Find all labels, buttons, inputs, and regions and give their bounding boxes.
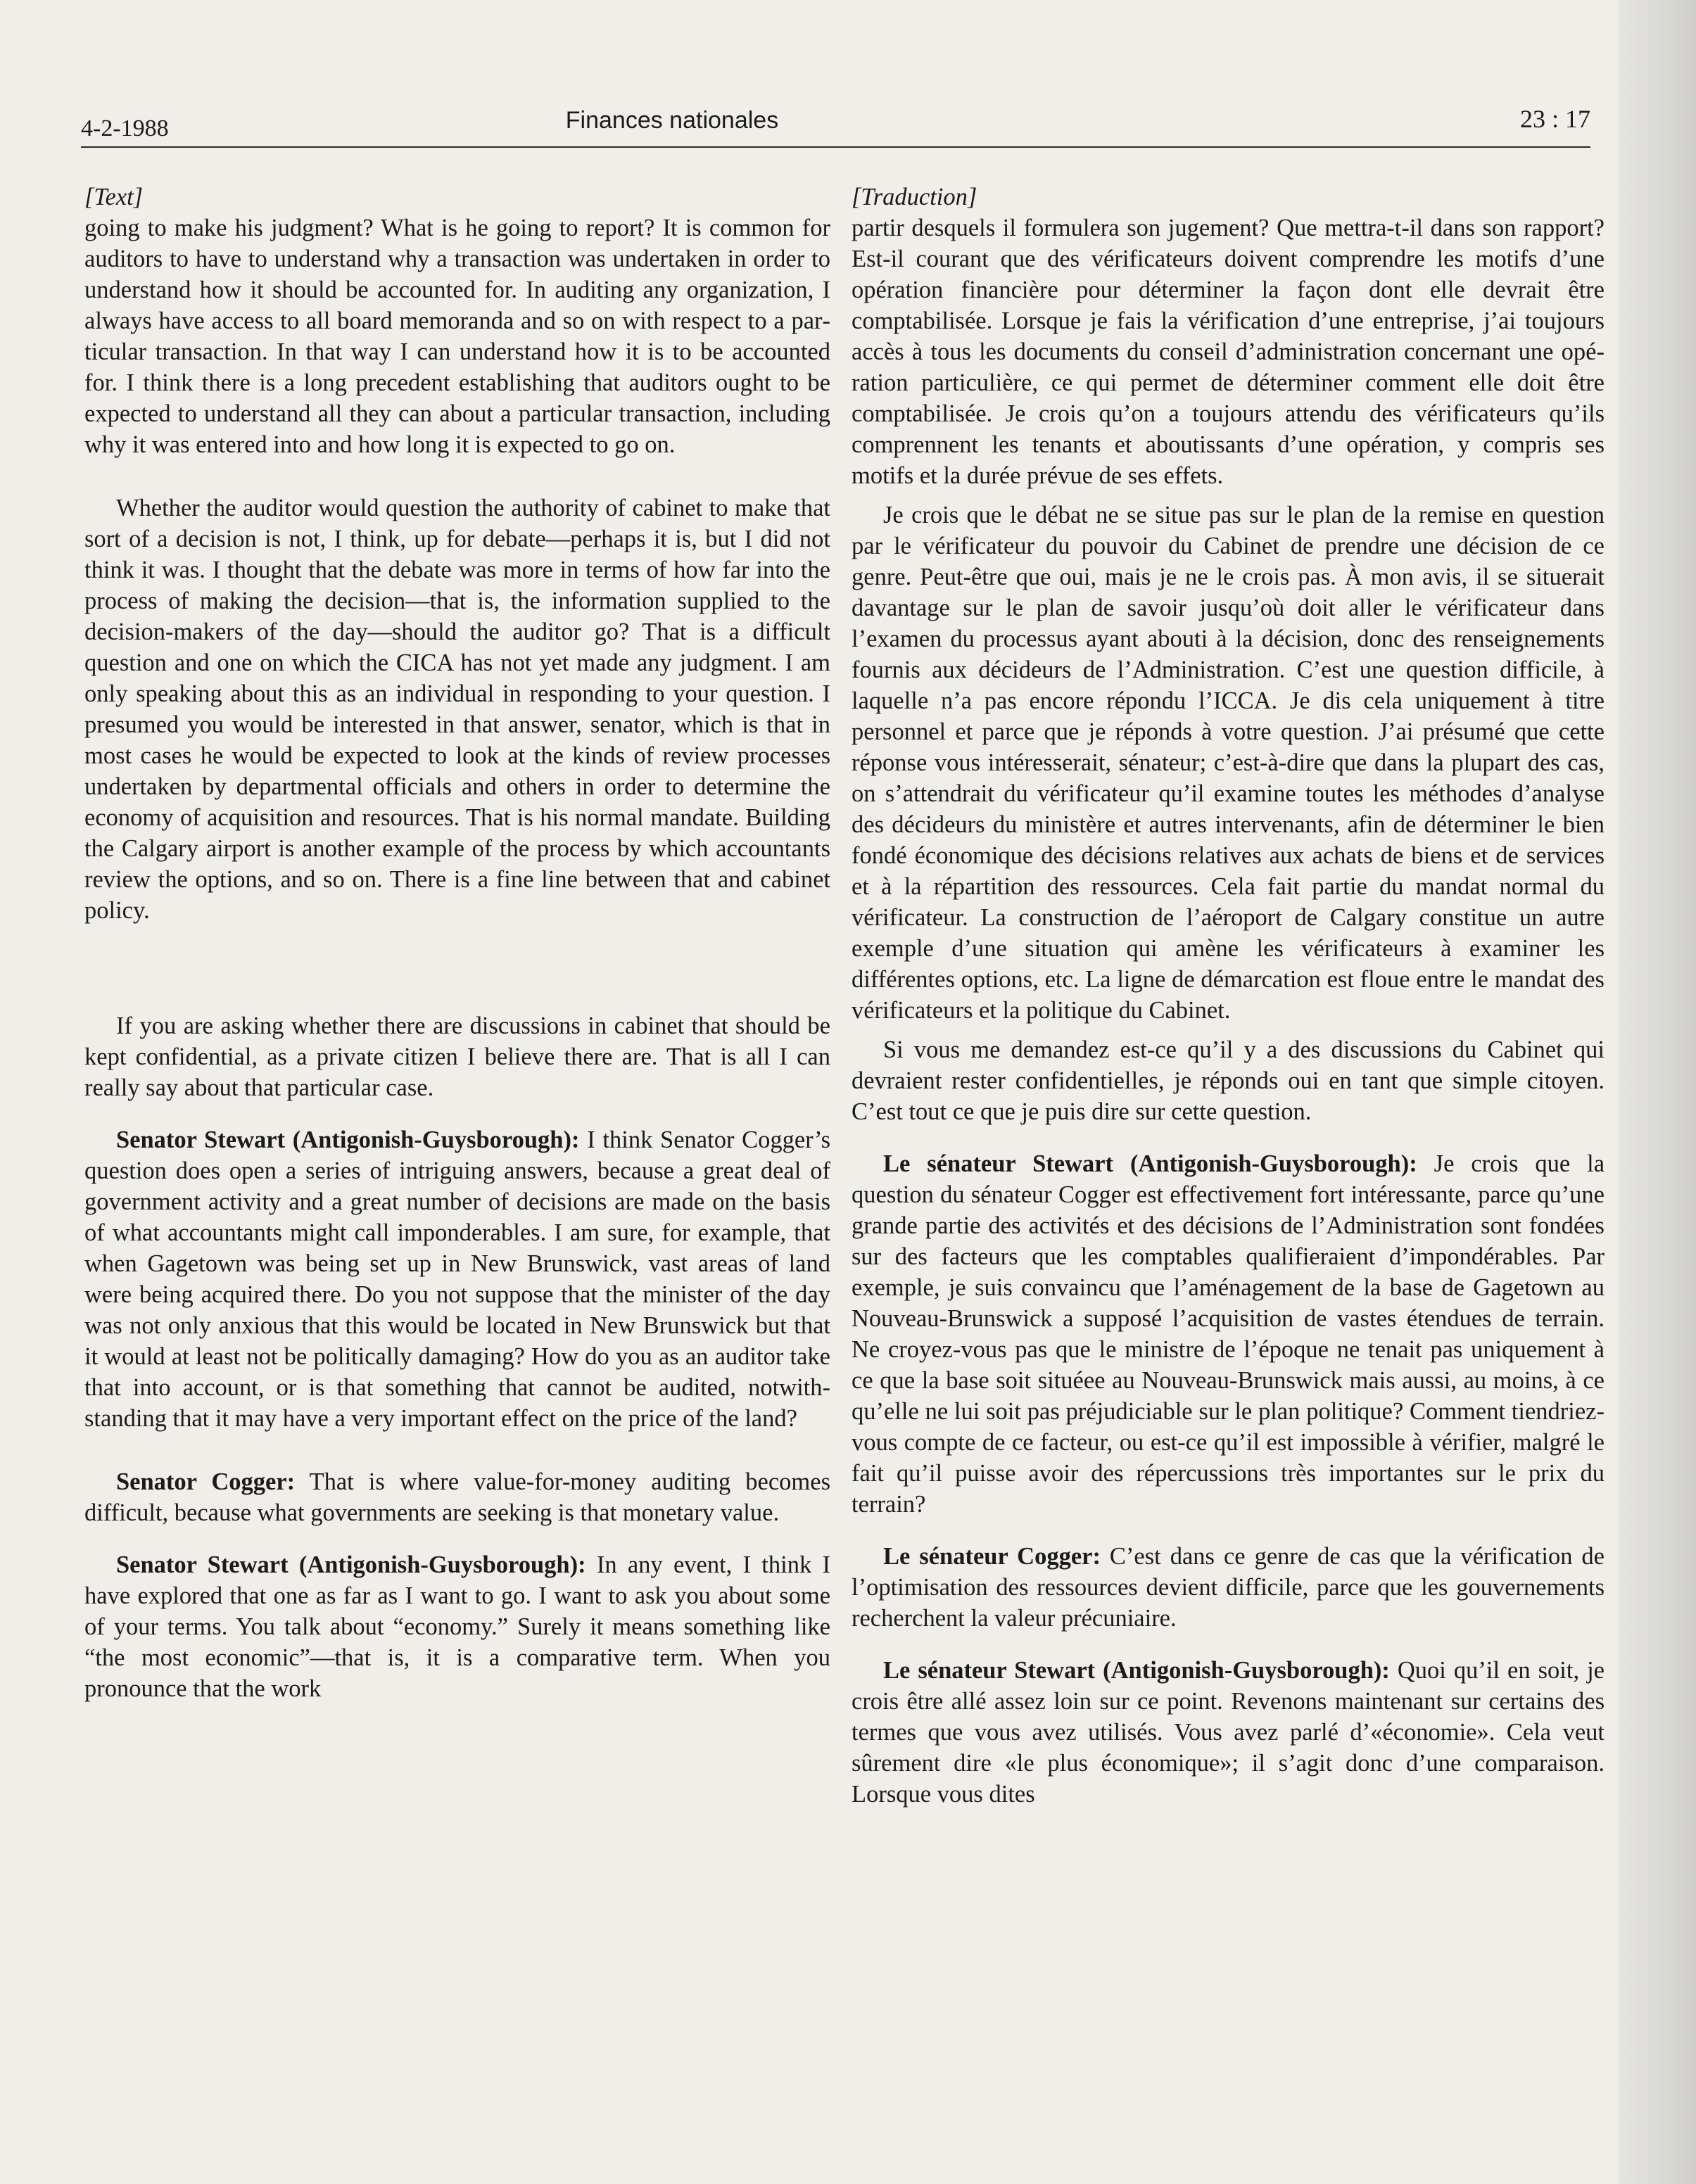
paragraph: Whether the auditor would question the authority of cabinet to make that sort of a decision is not, I think, up for debate—perhaps it is, but I did not think it was. I thought that the debate was more in terms of how far into the process of making the decision—that is, the information supplied to the decision-makers of the day—should the auditor go? That is a difficult question and one on which the CICA has not yet made any judgment. I am only speaking about this as an individual in responding to your question. I presumed you would be interested in that answer, senator, which is that in most cases he would be expected to look at the kinds of review processes undertaken by departmental officials and others in order to determine the economy of acquisition and resources. That is his normal mandate. Building the Calgary airport is another example of the process by which accountants review the options, and so on. There is a fine line between that and cabinet policy.: [84, 495, 830, 924]
speech-text: I think Senator Cogger’s question does open a series of intriguing answers, because a great deal of government activity and a great number of decisions are made on the basis of what accountants might call imponderables. I am sure, for example, that when Gagetown was being set up in New Brunswick, vast areas of land were being acquired there. Do you not suppose that the minister of the day was not only anxious that this would be located in New Brunswick but that it would at least not be politically damaging? How do you as an auditor take that into account, or is that something that cannot be audited, notwithstanding that it may have a very important effect on the price of the land?: [84, 1126, 830, 1432]
header-rule: [81, 146, 1590, 148]
speaker-name: Senator Stewart (Antigonish-Guysborough):: [116, 1126, 580, 1153]
speech-paragraph: [84, 1466, 830, 1528]
speech-text: In any event, I think I have explored that one as far as I want to go. I want to ask you about some of your terms. You talk about “economy.” Surely it means something like “the most economic”—that is, it is a comparative term. When you pronounce that the work: [84, 1551, 830, 1702]
speech-text: Je crois que la question du sénateur Cogger est effectivement fort intéressante, parce qu’une grande partie des activités et des décisions de l’Administration sont fondées sur des facteurs que les comptables qualifieraient d’impondérables. Par exemple, je suis convaincu que l’aménagement de la base de Gagetown au Nouveau-Brunswick a supposé l’acquisition de vastes étendues de terrain. Ne croyez-vous pas que le ministre de l’époque ne tenait pas uniquement à ce que la base soit situéee au Nouveau-Brunswick mais aussi, au moins, à ce qu’elle ne lui soit pas préjudiciable sur le plan politique? Comment tiendriez-vous compte de ce facteur, ou est-ce qu’il est impossible à vérifier, malgré le fait qu’il puisse avoir des répercussions très importantes sur le prix du terrain?: [852, 1150, 1605, 1518]
speaker-name: Le sénateur Cogger:: [883, 1543, 1101, 1570]
speech-paragraph: [852, 1148, 1605, 1520]
paragraph: partir desquels il formulera son jugement? Que mettra-t-il dans son rapport? Est-il courant que des vérificateurs doivent comprendre les motifs d’une opération financière pour déterminer la façon dont elle devrait être comptabilisée. Lorsque je fais la vérification d’une entreprise, j’ai toujours accès à tous les documents du conseil d’administration concernant une opération particulière, ce qui permet de déterminer comment elle doit être comptabilisée. Je crois qu’on a toujours attendu des vérificateurs qu’ils comprennent les tenants et aboutissants d’une opération, y compris ses motifs et la durée prévue de ses effets.: [852, 215, 1605, 489]
speech-paragraph: [852, 1655, 1605, 1810]
paragraph: Si vous me demandez est-ce qu’il y a des discussions du Cabinet qui devraient rester confidentielles, je réponds oui en tant que simple citoyen. C’est tout ce que je puis dire sur cette question.: [852, 1036, 1605, 1125]
speech-text: C’est dans ce genre de cas que la vérification de l’optimisation des ressources devient difficile, parce que les gouvernements recherchent la valeur précuniaire.: [852, 1543, 1605, 1632]
column-tag-text: [Text]: [84, 184, 144, 210]
header-date: 4-2-1988: [81, 115, 169, 141]
speech-text: That is where value-for-money auditing becomes difficult, because what governments are seeking is that monetary value.: [84, 1468, 830, 1526]
header-title: Finances nationales: [565, 107, 779, 134]
column-tag-traduction: [Traduction]: [852, 184, 977, 210]
paragraph: going to make his judgment? What is he going to report? It is common for auditors to have to understand why a transaction was undertaken in order to understand how it should be accounted for. In auditing any organization, I always have access to all board memoranda and so on with respect to a particular transaction. In that way I can understand how it is to be accounted for. I think there is a long precedent establishing that auditors ought to be expected to understand all they can about a particular transaction, including why it was entered into and how long it is expected to go on.: [84, 215, 830, 458]
speaker-name: Senator Stewart (Antigonish-Guysborough):: [116, 1551, 586, 1578]
english-column: [84, 182, 830, 1704]
paragraph: If you are asking whether there are discussions in cabinet that should be kept confidential, as a private citizen I believe there are. That is all I can really say about that particular case.: [84, 1012, 830, 1101]
speaker-name: Le sénateur Stewart (Antigonish-Guysborough):: [883, 1657, 1390, 1684]
speech-paragraph: [84, 1124, 830, 1434]
page-header: [81, 104, 1590, 146]
speaker-name: Senator Cogger:: [116, 1468, 296, 1495]
paragraph: Je crois que le débat ne se situe pas sur le plan de la remise en question par le vérificateur du pouvoir du Cabinet de prendre une décision de ce genre. Peut-être que oui, mais je ne le crois pas. À mon avis, il se situerait davantage sur le plan de savoir jusqu’où doit aller le vérificateur dans l’examen du processus ayant abouti à la décision, donc des renseignements fournis aux décideurs de l’Administration. C’est une question difficile, à laquelle n’a pas encore répondu l’ICCA. Je dis cela uniquement à titre personnel et parce que je réponds à votre question. J’ai présumé que cette réponse vous intéresserait, sénateur; c’est-à-dire que dans la plupart des cas, on s’attendrait du vérificateur qu’il examine toutes les méthodes d’analyse des décideurs du ministère et autres intervenants, afin de déterminer le bien fondé économique des décisions relatives aux achats de biens et de services et à la répartition des ressources. Cela fait partie du mandat normal du vérificateur. La construction de l’aéroport de Calgary constitue un autre exemple d’une situation qui amène les vérificateurs à examiner les différentes options, etc. La ligne de démarcation est floue entre le mandat des vérificateurs et la politique du Cabinet.: [852, 502, 1605, 1024]
page-edge-shadow: [1619, 0, 1696, 2184]
speaker-name: Le sénateur Stewart (Antigonish-Guysborough):: [883, 1150, 1417, 1177]
speech-paragraph: [84, 1549, 830, 1704]
french-column: [852, 182, 1605, 1810]
speech-paragraph: [852, 1541, 1605, 1634]
header-page-number: 23 : 17: [1519, 105, 1590, 133]
speech-text: Quoi qu’il en soit, je crois être allé assez loin sur ce point. Revenons maintenant sur certains des termes que vous avez utilisés. Vous avez parlé d’«économie». Cela veut sûrement dire «le plus économique»; il s’agit donc d’une comparaison. Lorsque vous dites: [852, 1657, 1605, 1808]
